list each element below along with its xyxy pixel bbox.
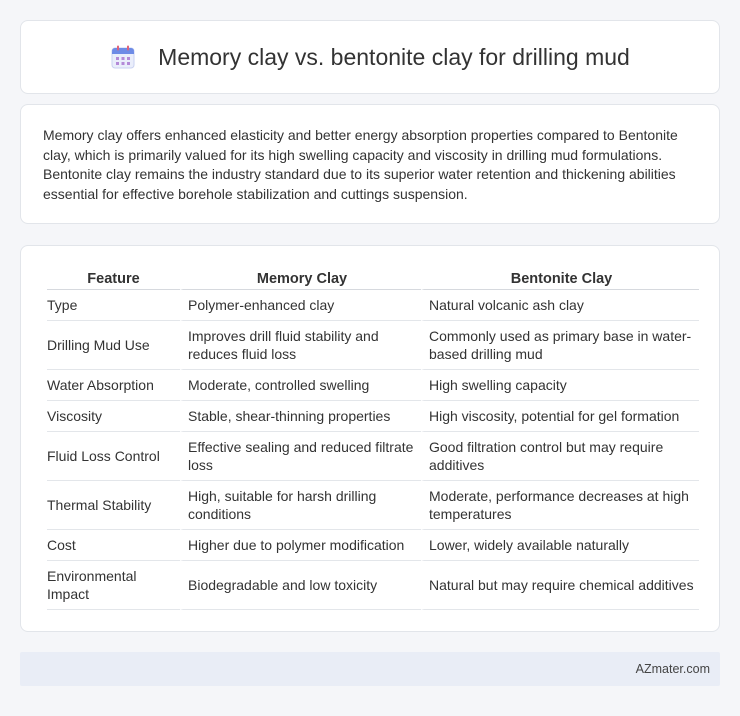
footer-bar xyxy=(20,652,720,686)
row-feature: Drilling Mud Use xyxy=(47,321,180,370)
row-memory-clay: Moderate, controlled swelling xyxy=(180,370,421,401)
page-title: Memory clay vs. bentonite clay for drilling mud xyxy=(158,43,630,70)
row-feature: Fluid Loss Control xyxy=(47,432,180,481)
table-row xyxy=(47,401,699,432)
row-feature: Water Absorption xyxy=(47,370,180,401)
row-feature: Environmental Impact xyxy=(47,561,180,610)
title-card xyxy=(20,20,720,94)
table-row xyxy=(47,370,699,401)
header-bentonite-clay: Bentonite Clay xyxy=(421,266,699,290)
row-memory-clay: Polymer-enhanced clay xyxy=(180,290,421,321)
comparison-table xyxy=(47,266,699,610)
summary-text: Memory clay offers enhanced elasticity and better energy absorption properties compared to Bentonite clay, which is primarily valued for its high swelling capacity and viscosity in drilling mud formulations. Bentonite clay remains the industry standard due to its superior water retention and thickening abilities essential for effective borehole stabilization and cuttings suspension. xyxy=(43,127,678,202)
row-feature: Viscosity xyxy=(47,401,180,432)
row-bentonite-clay: High swelling capacity xyxy=(421,370,699,401)
table-row xyxy=(47,481,699,530)
header-memory-clay: Memory Clay xyxy=(180,266,421,290)
row-bentonite-clay: Natural volcanic ash clay xyxy=(421,290,699,321)
row-feature: Cost xyxy=(47,530,180,561)
row-memory-clay: Improves drill fluid stability and reduces fluid loss xyxy=(180,321,421,370)
row-bentonite-clay: High viscosity, potential for gel formation xyxy=(421,401,699,432)
summary-card xyxy=(20,104,720,224)
table-row xyxy=(47,561,699,610)
row-bentonite-clay: Lower, widely available naturally xyxy=(421,530,699,561)
row-bentonite-clay: Commonly used as primary base in water-based drilling mud xyxy=(421,321,699,370)
table-row xyxy=(47,290,699,321)
row-memory-clay: Stable, shear-thinning properties xyxy=(180,401,421,432)
row-memory-clay: Biodegradable and low toxicity xyxy=(180,561,421,610)
row-feature: Type xyxy=(47,290,180,321)
table-header-row xyxy=(47,266,699,290)
row-memory-clay: High, suitable for harsh drilling conditions xyxy=(180,481,421,530)
header-feature: Feature xyxy=(47,266,180,290)
row-feature: Thermal Stability xyxy=(47,481,180,530)
row-bentonite-clay: Natural but may require chemical additives xyxy=(421,561,699,610)
comparison-table-card xyxy=(20,245,720,632)
footer-brand: AZmater.com xyxy=(635,662,710,676)
table-row xyxy=(47,321,699,370)
table-row xyxy=(47,432,699,481)
row-bentonite-clay: Good filtration control but may require additives xyxy=(421,432,699,481)
table-row xyxy=(47,530,699,561)
calendar-icon xyxy=(110,44,136,70)
row-memory-clay: Effective sealing and reduced filtrate loss xyxy=(180,432,421,481)
row-bentonite-clay: Moderate, performance decreases at high temperatures xyxy=(421,481,699,530)
row-memory-clay: Higher due to polymer modification xyxy=(180,530,421,561)
